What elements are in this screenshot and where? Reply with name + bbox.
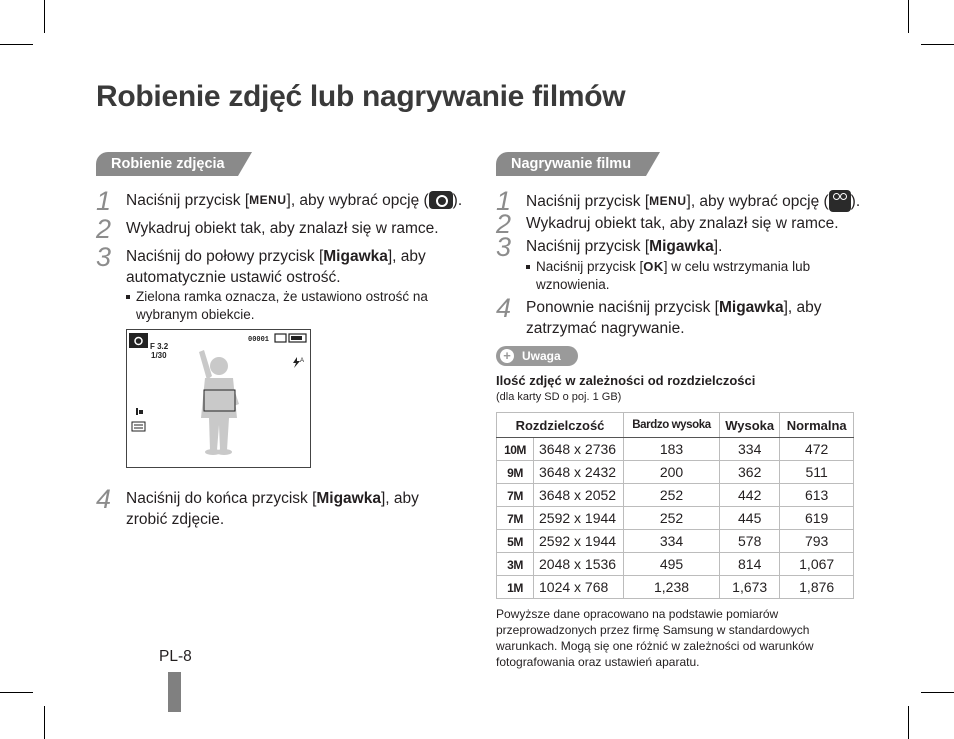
resolution-icon: 9M	[507, 466, 523, 480]
resolution-size-icon	[497, 484, 534, 507]
count-high: 814	[720, 553, 780, 576]
resolution-size-icon	[497, 576, 534, 599]
step-number: 2	[96, 214, 112, 244]
quality-icon	[132, 422, 145, 431]
step-text-part: ], aby	[387, 248, 426, 265]
bullet-marker	[126, 295, 130, 299]
page-tab-marker	[168, 672, 181, 712]
count-high: 578	[720, 530, 780, 553]
section-label-video	[496, 152, 646, 176]
flash-icon	[293, 357, 300, 368]
count-high: 334	[720, 438, 780, 461]
count-very-high: 252	[624, 484, 720, 507]
table-row	[497, 484, 854, 507]
step-number: 3	[96, 242, 112, 272]
note-label: Uwaga	[522, 349, 561, 363]
step-number: 4	[496, 293, 512, 323]
count-very-high: 495	[624, 553, 720, 576]
step-text: Wykadruj obiekt tak, aby znalazł się w ramce.	[526, 215, 839, 232]
resolution-table	[496, 412, 854, 599]
bullet-text-part: wybranym obiekcie.	[136, 307, 255, 322]
resolution-value: 2592 x 1944	[534, 507, 624, 530]
note-badge	[496, 346, 578, 366]
step-text-part: ], aby wybrać opcję (	[286, 192, 429, 209]
table-row	[497, 438, 854, 461]
count-very-high: 200	[624, 461, 720, 484]
resolution-icon: 7M	[507, 489, 523, 503]
shot-counter: 00001	[248, 336, 270, 344]
column-header: Normalna	[780, 413, 854, 438]
bullet-text-part: ] w celu wstrzymania lub	[663, 259, 811, 274]
resolution-icon: 7M	[507, 512, 523, 526]
resolution-icon: 3M	[507, 558, 523, 572]
bullet-text-part: wznowienia.	[536, 277, 610, 292]
section-label-text: Robienie zdjęcia	[111, 156, 225, 172]
resolution-size-icon	[497, 553, 534, 576]
count-very-high: 183	[624, 438, 720, 461]
step-text	[126, 190, 462, 211]
step-text	[526, 190, 860, 212]
crop-mark	[908, 0, 909, 33]
count-high: 442	[720, 484, 780, 507]
shutter-button-label: Migawka	[649, 238, 714, 255]
step-text	[526, 236, 722, 257]
count-normal: 1,876	[780, 576, 854, 599]
step-text	[126, 246, 426, 288]
shutter-readout: 1/30	[151, 351, 167, 360]
bullet-marker	[526, 265, 530, 269]
person-silhouette	[199, 350, 239, 455]
step-text-part: Naciśnij do końca przycisk [	[126, 490, 317, 507]
step-text-part: automatycznie ustawić ostrość.	[126, 269, 341, 286]
step-text-part: zatrzymać nagrywanie.	[526, 320, 685, 337]
step-text-part: Naciśnij przycisk [	[526, 193, 650, 210]
step-text-part: ], aby	[783, 299, 822, 316]
bullet-text	[136, 288, 428, 324]
count-very-high: 252	[624, 507, 720, 530]
resolution-size-icon	[497, 530, 534, 553]
bullet-text-part: Naciśnij przycisk [	[536, 259, 644, 274]
resolution-value: 3648 x 2432	[534, 461, 624, 484]
size-icon	[136, 408, 138, 415]
step-number: 1	[496, 186, 512, 216]
count-normal: 1,067	[780, 553, 854, 576]
step-text-part: Naciśnij do połowy przycisk [	[126, 248, 324, 265]
table-row	[497, 507, 854, 530]
resolution-value: 1024 x 768	[534, 576, 624, 599]
step-text	[526, 297, 822, 339]
svg-text:A: A	[300, 358, 305, 364]
resolution-size-icon	[497, 461, 534, 484]
resolution-icon: 1M	[507, 581, 523, 595]
resolution-value: 3648 x 2052	[534, 484, 624, 507]
crop-mark	[44, 706, 45, 739]
step-text-part: ].	[713, 238, 723, 255]
count-normal: 472	[780, 438, 854, 461]
step-number: 3	[496, 232, 512, 262]
resolution-value: 2048 x 1536	[534, 553, 624, 576]
step-text-part: Ponownie naciśnij przycisk [	[526, 299, 719, 316]
camera-mode-icon	[429, 191, 453, 209]
table-row	[497, 576, 854, 599]
step-text-part: zrobić zdjęcie.	[126, 511, 225, 528]
table-subtitle: (dla karty SD o poj. 1 GB)	[496, 391, 622, 403]
section-label-text: Nagrywanie filmu	[511, 156, 632, 172]
count-high: 445	[720, 507, 780, 530]
table-row	[497, 553, 854, 576]
step-text-part: Naciśnij przycisk [	[526, 238, 650, 255]
table-header-row	[497, 413, 854, 438]
footnote-line: fotografowania oraz ustawień aparatu.	[496, 655, 700, 669]
crop-mark	[0, 692, 33, 693]
count-high: 362	[720, 461, 780, 484]
plus-icon: +	[500, 349, 514, 363]
crop-mark	[921, 44, 954, 45]
footnote-line: Powyższe dane opracowano na podstawie pomiarów	[496, 607, 779, 621]
menu-button-icon: MENU	[649, 194, 687, 208]
footnote-line: warunkach. Mogą się one różnić w zależności od warunków	[496, 639, 814, 653]
column-header: Bardzo wysoka	[624, 413, 720, 438]
resolution-value: 3648 x 2736	[534, 438, 624, 461]
resolution-size-icon	[497, 507, 534, 530]
count-normal: 613	[780, 484, 854, 507]
bullet-text-part: Zielona ramka oznacza, że ustawiono ostrość na	[136, 289, 428, 304]
count-very-high: 1,238	[624, 576, 720, 599]
bullet-text	[536, 258, 810, 294]
resolution-icon: 10M	[504, 443, 526, 457]
step-text-part: ], aby	[380, 490, 419, 507]
footnote	[496, 606, 856, 670]
crop-mark	[908, 706, 909, 739]
step-number: 4	[96, 484, 112, 514]
column-header: Rozdzielczość	[497, 413, 624, 438]
table-row	[497, 530, 854, 553]
camera-screen-graphic	[127, 330, 310, 467]
step-text: Wykadruj obiekt tak, aby znalazł się w ramce.	[126, 220, 439, 237]
column-header: Wysoka	[720, 413, 780, 438]
step-number: 2	[496, 209, 512, 239]
count-very-high: 334	[624, 530, 720, 553]
menu-button-icon: MENU	[249, 193, 287, 207]
count-normal: 793	[780, 530, 854, 553]
crop-mark	[44, 0, 45, 33]
page-number: PL-8	[159, 648, 192, 665]
memory-card-icon	[275, 334, 286, 342]
count-normal: 511	[780, 461, 854, 484]
crop-mark	[0, 44, 33, 45]
aperture-readout: F 3.2	[150, 342, 169, 351]
count-high: 1,673	[720, 576, 780, 599]
step-text-part: ).	[850, 193, 861, 210]
step-text-part: Naciśnij przycisk [	[126, 192, 250, 209]
step-text-part: ], aby wybrać opcję (	[686, 193, 829, 210]
shutter-button-label: Migawka	[718, 299, 784, 316]
camera-screen-illustration	[126, 329, 311, 468]
step-text-part: ).	[452, 192, 463, 209]
shutter-button-label: Migawka	[323, 248, 388, 265]
section-label-photo	[96, 152, 238, 176]
footnote-line: przeprowadzonych przez firmę Samsung w standardowych	[496, 623, 810, 637]
count-normal: 619	[780, 507, 854, 530]
shutter-button-label: Migawka	[316, 490, 381, 507]
crop-mark	[921, 692, 954, 693]
video-mode-icon	[829, 190, 851, 212]
table-title: Ilość zdjęć w zależności od rozdzielczości	[496, 373, 756, 388]
resolution-value: 2592 x 1944	[534, 530, 624, 553]
ok-button-icon: OK	[643, 259, 664, 274]
table-row	[497, 461, 854, 484]
page-title: Robienie zdjęć lub nagrywanie filmów	[96, 80, 626, 113]
resolution-icon: 5M	[507, 535, 523, 549]
resolution-size-icon	[497, 438, 534, 461]
camera-mode-badge	[129, 333, 148, 348]
step-number: 1	[96, 186, 112, 216]
step-text	[126, 488, 419, 530]
